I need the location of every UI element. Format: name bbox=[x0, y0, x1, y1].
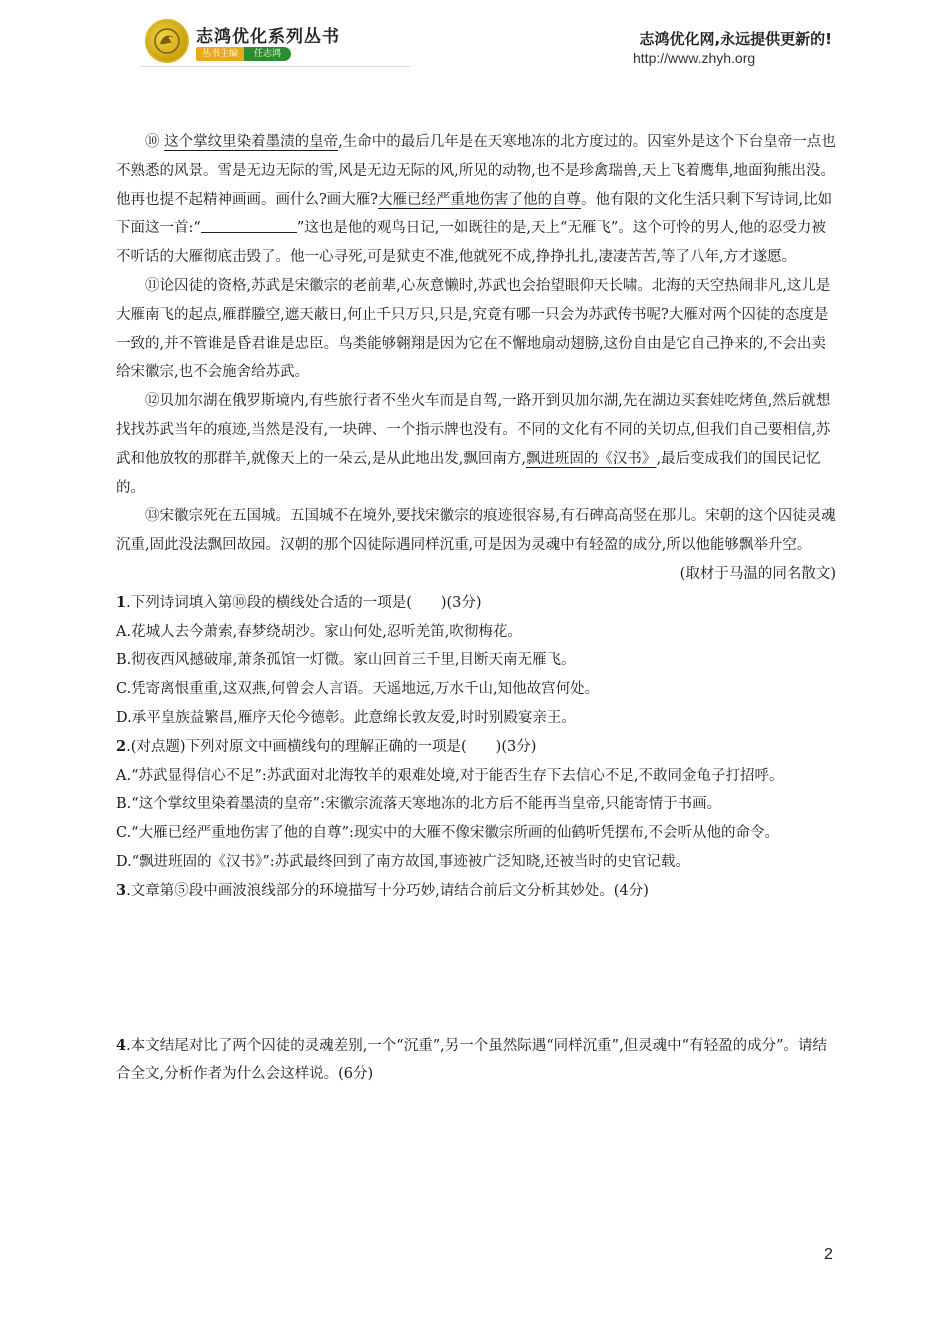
underlined-sentence: 这个掌纹里染着墨渍的皇帝 bbox=[164, 134, 339, 150]
fill-in-blank bbox=[201, 218, 297, 233]
question-3 bbox=[116, 877, 836, 906]
paragraph-text: ,最后变成我们的国民记忆的。 bbox=[116, 450, 821, 496]
question-2 bbox=[116, 733, 836, 762]
question-1 bbox=[116, 589, 836, 618]
editor-name: 任志鸿 bbox=[244, 47, 291, 61]
paragraph-number: ⑩ bbox=[145, 134, 160, 150]
paragraph-number: ⑬ bbox=[145, 508, 160, 525]
question-number: 3 bbox=[116, 881, 127, 899]
option-b: B.“这个掌纹里染着墨渍的皇帝”:宋徽宗流落天寒地冻的北方后不能再当皇帝,只能寄情于书画。 bbox=[116, 796, 722, 813]
paragraph-text: 宋徽宗死在五国城。五国城不在境外,要找宋徽宗的痕迹很容易,有石碑高高竖在那儿。宋朝的这个囚徒灵魂沉重,固此没法飘回故园。汉朝的那个囚徒际遇同样沉重,可是因为灵魂中有轻盈的成分,所以他能够飘举升空。 bbox=[116, 508, 836, 554]
underlined-sentence: 大雁已经严重地伤害了他的自尊 bbox=[378, 191, 582, 208]
answer-space bbox=[116, 906, 836, 1032]
site-url[interactable]: http://www.zhyh.org bbox=[633, 50, 756, 66]
option-a: A.“苏武显得信心不足”:苏武面对北海牧羊的艰难处境,对于能否生存下去信心不足,不敢同金龟子打招呼。 bbox=[116, 767, 784, 784]
question-stem: .下列诗词填入第⑩段的横线处合适的一项是( )(3分) bbox=[126, 594, 482, 611]
question-stem: .文章第⑤段中画波浪线部分的环境描写十分巧妙,请结合前后文分析其妙处。(4分) bbox=[126, 882, 649, 899]
question-number: 4 bbox=[116, 1036, 127, 1054]
option-d: D.“飘进班固的《汉书》”:苏武最终回到了南方故国,事迹被广泛知晓,还被当时的史官记载。 bbox=[116, 853, 690, 870]
option-a: A.花城人去今萧索,春梦绕胡沙。家山何处,忍听羌笛,吹彻梅花。 bbox=[116, 623, 522, 640]
question-stem: .本文结尾对比了两个囚徒的灵魂差别,一个“沉重”,另一个虽然际遇“同样沉重”,但灵魂中“有轻盈的成分”。请结合全文,分析作者为什么会这样说。(6分) bbox=[116, 1037, 828, 1083]
paragraph-text: 论囚徒的资格,苏武是宋徽宗的老前辈,心灰意懒时,苏武也会抬望眼仰天长啸。北海的天空热闹非凡,这儿是大雁南飞的起点,雁群螣空,遮天蔽日,何止千只万只,只是,究竟有哪一只会为苏武传书呢?大雁对两个囚徒的态度是一致的,并不管谁是昏君谁是忠臣。鸟类能够翱翔是因为它在不懈地扇动翅膀,这份自由是它自己挣来的,不会出卖给宋徽宗,也不会施舍给苏武。 bbox=[116, 277, 831, 381]
page-header bbox=[0, 0, 950, 90]
series-title: 志鸿优化系列丛书 bbox=[196, 27, 340, 47]
site-slogan: 志鸿优化网,永远提供更新的! bbox=[639, 30, 832, 48]
dragon-emblem-icon bbox=[145, 19, 189, 63]
paragraph-number: ⑫ bbox=[145, 393, 160, 410]
document-body bbox=[116, 128, 836, 1089]
question-stem: .(对点题)下列对原文中画横线句的理解正确的一项是( )(3分) bbox=[126, 738, 537, 755]
paragraph-text: 贝加尔湖在俄罗斯境内,有些旅行者不坐火车而是自驾,一路开到贝加尔湖,先在湖边买套娃吃烤鱼,然后就想找找苏武当年的痕迹,当然是没有,一块碑、一个指示牌也没有。不同的文化有不同的关切点,但我们自己要相信,苏武和他放牧的那群羊,就像天上的一朵云,是从此地出发,飘回南方, bbox=[116, 393, 831, 467]
option-c: C.凭寄离恨重重,这双燕,何曾会人言语。天遥地远,万水千山,知他故宫何处。 bbox=[116, 681, 600, 698]
paragraph-10 bbox=[116, 128, 836, 272]
option-d: D.承平皇族益繁昌,雁序天伦今德彰。此意绵长敦友爱,时时别殿宴亲王。 bbox=[116, 709, 576, 726]
editor-credit bbox=[196, 47, 291, 61]
paragraph-12 bbox=[116, 387, 836, 502]
page-number: 2 bbox=[824, 1246, 833, 1263]
question-4 bbox=[116, 1032, 836, 1090]
editor-label: 丛书主编 bbox=[196, 47, 244, 61]
paragraph-text: 。他有限的文化生活只剩下写诗词,比如下面这一首:“ bbox=[116, 191, 833, 237]
underlined-sentence: 飘进班固的《汉书》 bbox=[525, 450, 657, 467]
option-b: B.彻夜西风撼破扉,萧条孤馆一灯微。家山回首三千里,目断天南无雁飞。 bbox=[116, 652, 576, 669]
question-number: 1 bbox=[116, 593, 127, 611]
paragraph-text: ”这也是他的观鸟日记,一如既往的是,天上“无雁飞”。这个可怜的男人,他的忍受力被不听话的大雁彻底击毁了。他一心寻死,可是狱吏不准,他就死不成,挣挣扎扎,凄凄苦苦,等了八年,方才遂愿。 bbox=[116, 220, 826, 266]
paragraph-number: ⑪ bbox=[145, 277, 160, 294]
paragraph-13 bbox=[116, 502, 836, 560]
paragraph-text: ,生命中的最后几年是在天寒地冻的北方度过的。囚室外是这个下台皇帝一点也不熟悉的风景。雪是无边无际的雪,风是无边无际的风,所见的动物,也不是珍禽瑞兽,天上飞着鹰隼,地面狗熊出没。他再也提不起精神画画。画什么?画大雁? bbox=[116, 134, 836, 208]
option-c: C.“大雁已经严重地伤害了他的自尊”:现实中的大雁不像宋徽宗所画的仙鹤听凭摆布,不会听从他的命令。 bbox=[116, 825, 780, 842]
header-divider bbox=[140, 66, 410, 67]
paragraph-11 bbox=[116, 272, 836, 387]
question-number: 2 bbox=[116, 737, 127, 755]
source-citation: (取材于马温的同名散文) bbox=[679, 565, 836, 582]
